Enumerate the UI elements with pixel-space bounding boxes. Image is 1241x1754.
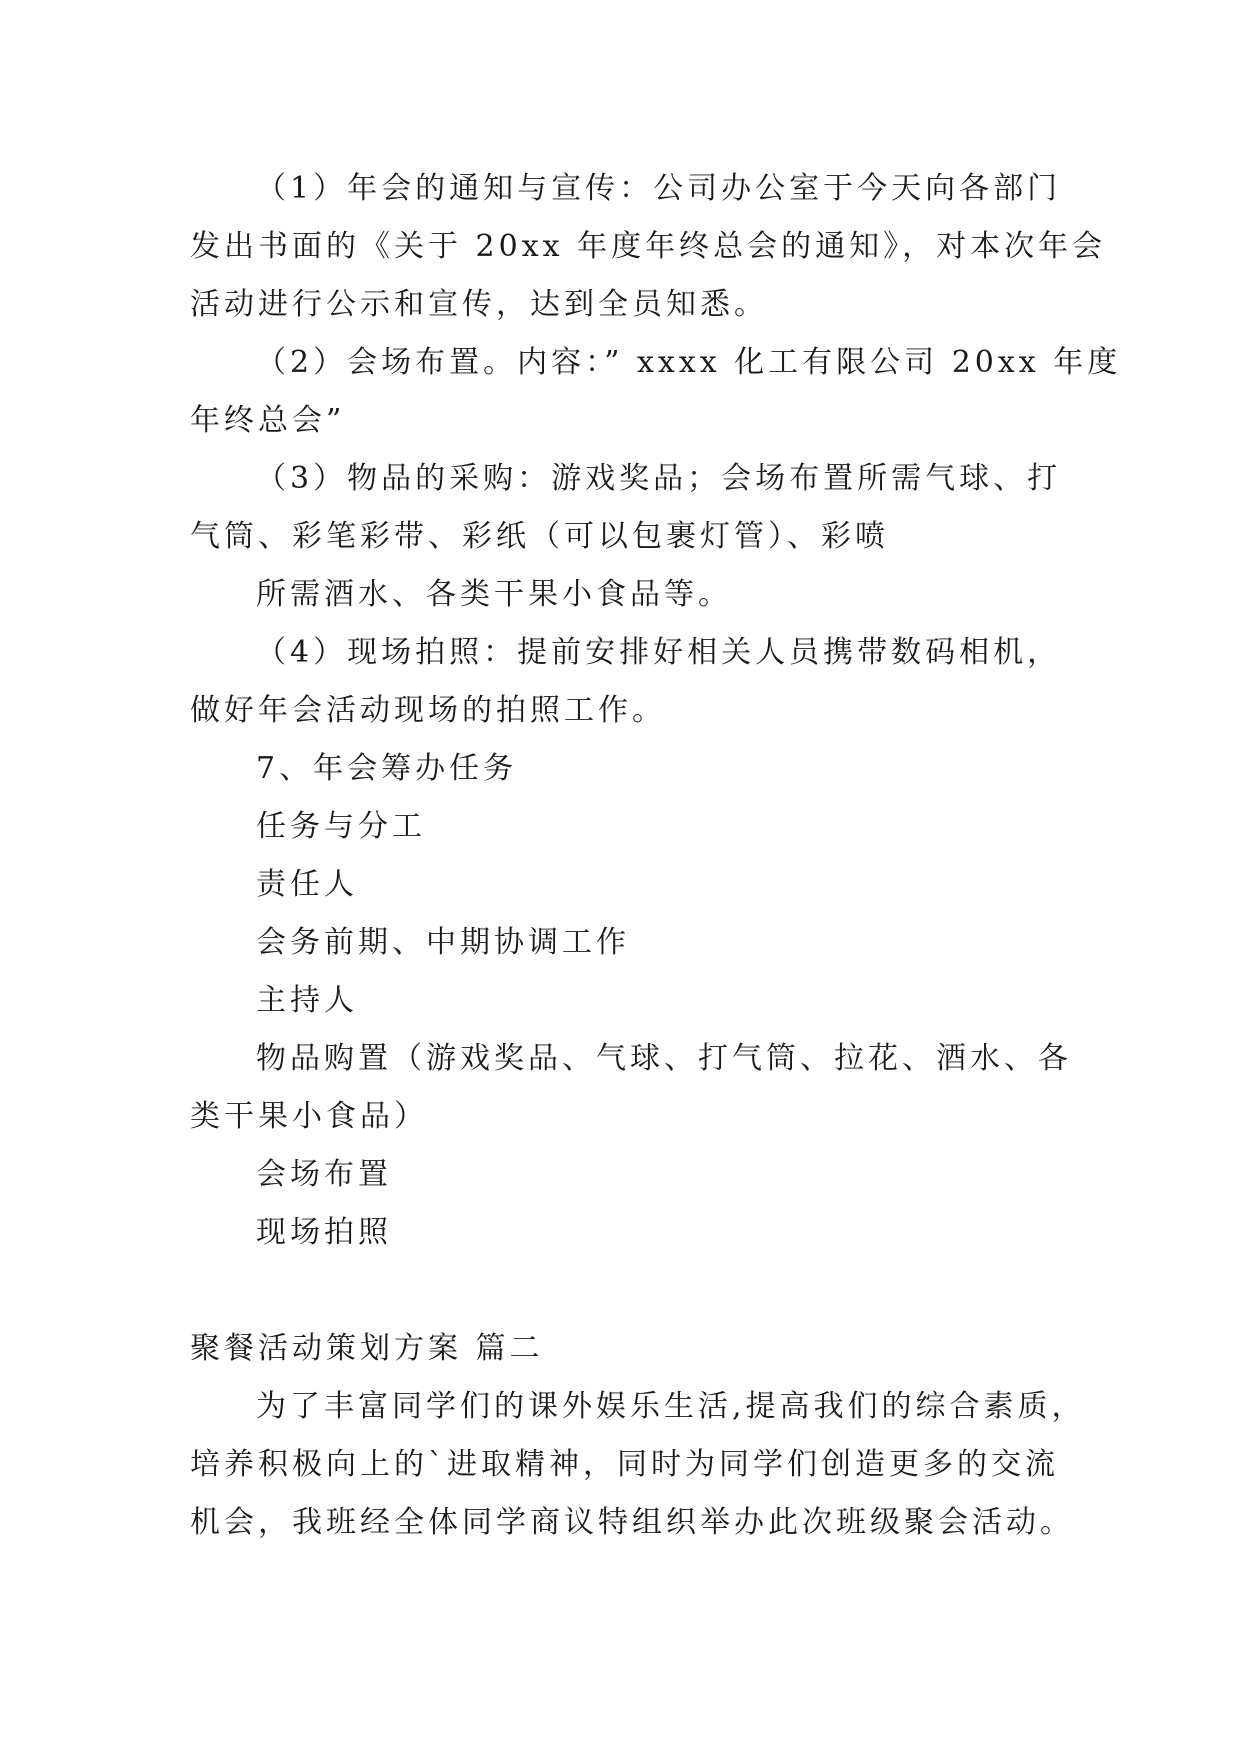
paragraph-photo-line-2: 做好年会活动现场的拍照工作。 — [190, 693, 666, 728]
paragraph-venue-line-1: （2）会场布置。内容：” xxxx 化工有限公司 20xx 年度 — [256, 345, 1122, 380]
paragraph-notice-line-3: 活动进行公示和宣传，达到全员知悉。 — [190, 287, 768, 322]
section-paragraph-line-2: 培养积极向上的`进取精神，同时为同学们创造更多的交流 — [190, 1447, 1059, 1482]
task-item-host: 主持人 — [256, 983, 358, 1018]
tasks-header-owner: 责任人 — [256, 867, 358, 902]
paragraph-purchase-line-3: 所需酒水、各类干果小食品等。 — [256, 577, 732, 612]
paragraph-venue-line-2: 年终总会” — [190, 403, 346, 438]
paragraph-notice-line-2: 发出书面的《关于 20xx 年度年终总会的通知》，对本次年会 — [190, 229, 1107, 264]
task-item-photo: 现场拍照 — [256, 1215, 392, 1250]
paragraph-photo-line-1: （4）现场拍照：提前安排好相关人员携带数码相机， — [256, 635, 1062, 670]
task-item-venue: 会场布置 — [256, 1157, 392, 1192]
paragraph-purchase-line-2: 气筒、彩笔彩带、彩纸（可以包裹灯管）、彩喷 — [190, 519, 889, 554]
task-item-purchase-line-1: 物品购置（游戏奖品、气球、打气筒、拉花、酒水、各 — [256, 1041, 1072, 1076]
paragraph-notice-line-1: （1）年会的通知与宣传：公司办公室于今天向各部门 — [256, 171, 1062, 206]
tasks-title: 7、年会筹办任务 — [256, 751, 518, 786]
task-item-coordination: 会务前期、中期协调工作 — [256, 925, 630, 960]
task-item-purchase-line-2: 类干果小食品） — [190, 1099, 428, 1134]
document-page — [190, 160, 1122, 1552]
section-paragraph-line-1: 为了丰富同学们的课外娱乐生活,提高我们的综合素质， — [256, 1389, 1086, 1424]
section-paragraph-line-3: 机会，我班经全体同学商议特组织举办此次班级聚会活动。 — [190, 1505, 1074, 1540]
paragraph-purchase-line-1: （3）物品的采购：游戏奖品；会场布置所需气球、打 — [256, 461, 1062, 496]
section-heading: 聚餐活动策划方案 篇二 — [190, 1331, 544, 1366]
tasks-header-task: 任务与分工 — [256, 809, 426, 844]
